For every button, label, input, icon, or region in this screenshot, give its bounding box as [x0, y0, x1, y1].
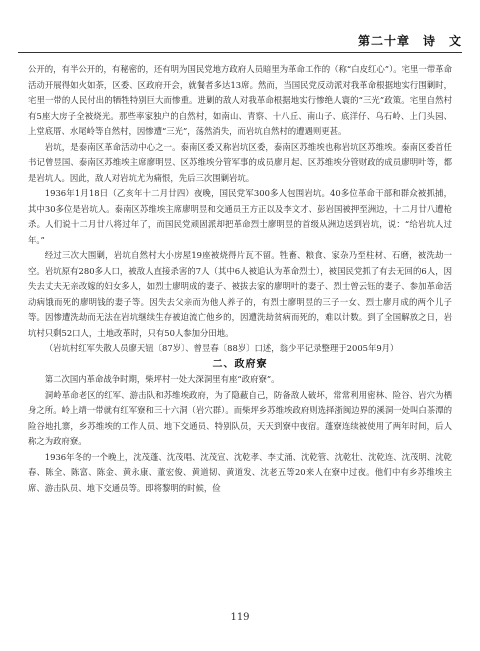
chapter-title: 第二十章 诗 文: [357, 34, 462, 48]
paragraph: 公开的，有半公开的，有秘密的，还有明为国民党地方政府人员暗里为革命工作的（称“白皮红心”）。宅里一带革命活动开展得如火如荼，区委、区政府开会，就餐者多达13席。然而，当国民党反动派对我革命根据地实行围剿时，宅里一带的人民付出的牺牲特别巨大而惨重。进剿的敌人对我革命根据地实行惨绝人寰的“三光”政策。宅里自然村有5座大房子全被烧光。那些率家独户的自然村，如南山、青察、十八丘、南山子、底洋仔、乌石岭、上门头园、上堂底厝、水尾岭等自然村，因惨遭“三光”，荡然消失，而岩坑自然村的遭遇则更甚。: [28, 64, 452, 136]
paragraph: 洞岭革命老区的红军、游击队和苏维埃政府，为了隐蔽自己，防备敌人破坏，常常利用密林、险谷、岩穴为栖身之所。岭上靖一带就有红军寮和三十六洞（岩穴群）。而柴坪乡苏维埃政府则选择浙闽边界的溪洞一处叫白茶潭的险谷地扎寨，乡苏维埃的工作人员、地下交通员、特别队员，天天到寮中夜宿。蓬寮连续被使用了两年时间，后人称之为政府寮。: [28, 389, 452, 446]
page-number: 119: [230, 612, 250, 623]
paragraph: 经过三次大围剿，岩坑自然村大小房屋19座被烧得片瓦不留。牲畜、粮食、家杂乃至柱材、石磨，被洗劫一空。岩坑原有280多人口，被敌人直接杀害的7人（其中6人被追认为革命烈士），被国民党抓了有去无回的6人，因失去丈夫无亲改嫁的妇女多人，如烈士廖明成的妻子、被拔去家的廖明叶的妻子、烈士曾云钰的妻子、参加革命活动病饿而死的廖明钱的妻子等。因失去父亲而为他人养子的，有烈士廖明昱的三子一女、烈士廖月成的两个儿子等。因惨遭洗劫而无法在岩坑继续生存被迫流亡他乡的，因遭洗劫贫病而死的，难以计数。到了全国解放之日，岩坑村只剩52口人，土地改革时，只有50人参加分田地。: [28, 250, 452, 338]
paragraph: 第二次国内革命战争时期，柴坪村一处大深洞里有座“政府寮”。: [44, 374, 280, 384]
section-title: 二、政府寮: [212, 358, 268, 370]
page-body: [28, 62, 452, 496]
source-note: （岩坑村红军失散人员廖天钮〔87岁〕、曾昱春〔88岁〕口述，翁少平记录整理于2005年9月）: [44, 343, 399, 353]
paragraph: 岩坑，是泰南区革命活动中心之一。泰南区委又称岩坑区委，泰南区苏维埃也称岩坑区苏维埃。泰南区委首任书记曾昱国、泰南区苏维埃主席廖明昱、区苏维埃分管军事的成员廖月起、区苏维埃分管财政的成员廖明叶等，都是岩坑人。因此，敌人对岩坑尤为痛恨，先后三次围剿岩坑。: [28, 141, 452, 183]
paragraph: 1936年冬的一个晚上，沈茂蓬、沈茂唱、沈茂宣、沈乾孝、李丈涌、沈乾管、沈乾壮、沈乾连、沈茂明、沈乾春、陈全、陈富、陈金、黄永康、董宏俊、黄道韧、黄道发、沈老五等20来人在寮中过夜。他们中有乡苏维埃主席、游击队员、地下交通员等。即将黎明的时候，俭: [28, 451, 452, 493]
running-header: [18, 30, 462, 53]
paragraph: 1936年1月18日（乙亥年十二月廿四）夜晚，国民党军300多人包围岩坑。40多位革命干部和群众被抓捕，其中30多位是岩坑人。泰南区苏维埃主席廖明昱和交通员王方正以及李文才、彭岩国被押至洲边，十二月廿八遭枪杀。人们说十二月廿八将过年了，而国民党顽固派却把革命烈士廖明昱的首级从洲边送到岩坑，说：“给岩坑人过年。”: [28, 188, 452, 245]
